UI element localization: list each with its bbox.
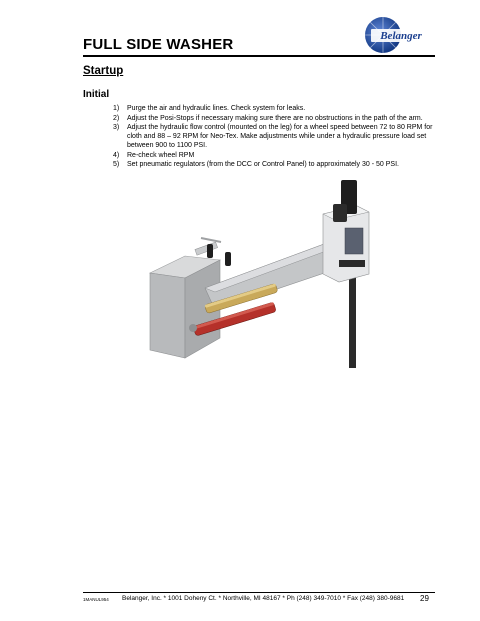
sub-heading: Initial <box>83 89 110 100</box>
page-number: 29 <box>420 594 429 603</box>
startup-steps-list <box>113 104 443 170</box>
document-title: FULL SIDE WASHER <box>83 36 234 53</box>
logo-text: Belanger <box>380 30 422 42</box>
list-item <box>113 104 443 113</box>
posi-stop-knob <box>207 244 213 258</box>
bracket <box>195 242 218 255</box>
list-item <box>113 151 443 160</box>
step-number: 3) <box>113 124 120 131</box>
step-number: 5) <box>113 161 120 168</box>
company-logo <box>357 14 433 56</box>
title-divider <box>83 55 435 57</box>
step-text: Adjust the Posi-Stops if necessary making sure there are no obstructions in the path of the arm. <box>127 114 423 122</box>
list-item <box>113 160 443 169</box>
document-code: 1MANUL954 <box>83 597 109 602</box>
side-washer-illustration <box>145 178 395 368</box>
step-text: Set pneumatic regulators (from the DCC or Control Panel) to approximately 30 - 50 PSI. <box>127 161 399 168</box>
frame-front <box>150 273 185 358</box>
company-address: Belanger, Inc. * 1001 Doheny Ct. * Northville, MI 48167 * Ph (248) 349-7010 * Fax (248) 380-9681 <box>122 595 405 602</box>
posi-stop-knob <box>225 252 231 266</box>
list-item <box>113 123 443 150</box>
step-number: 1) <box>113 105 120 112</box>
step-text: Purge the air and hydraulic lines. Check system for leaks. <box>127 105 306 112</box>
step-text: Re-check wheel RPM <box>127 151 195 159</box>
step-text: Adjust the hydraulic flow control (mounted on the leg) for a wheel speed between 72 to 80 RPM for cloth and 88 – 92 RPM for Neo-Tex. Make adjustments while under a hydraulic pressure load set between 900 to 1100 PSI. <box>127 124 433 149</box>
vertical-post <box>349 273 356 368</box>
step-number: 2) <box>113 114 120 122</box>
section-heading: Startup <box>83 65 124 77</box>
footer-divider <box>83 592 435 593</box>
list-item <box>113 114 443 123</box>
step-number: 4) <box>113 151 120 159</box>
